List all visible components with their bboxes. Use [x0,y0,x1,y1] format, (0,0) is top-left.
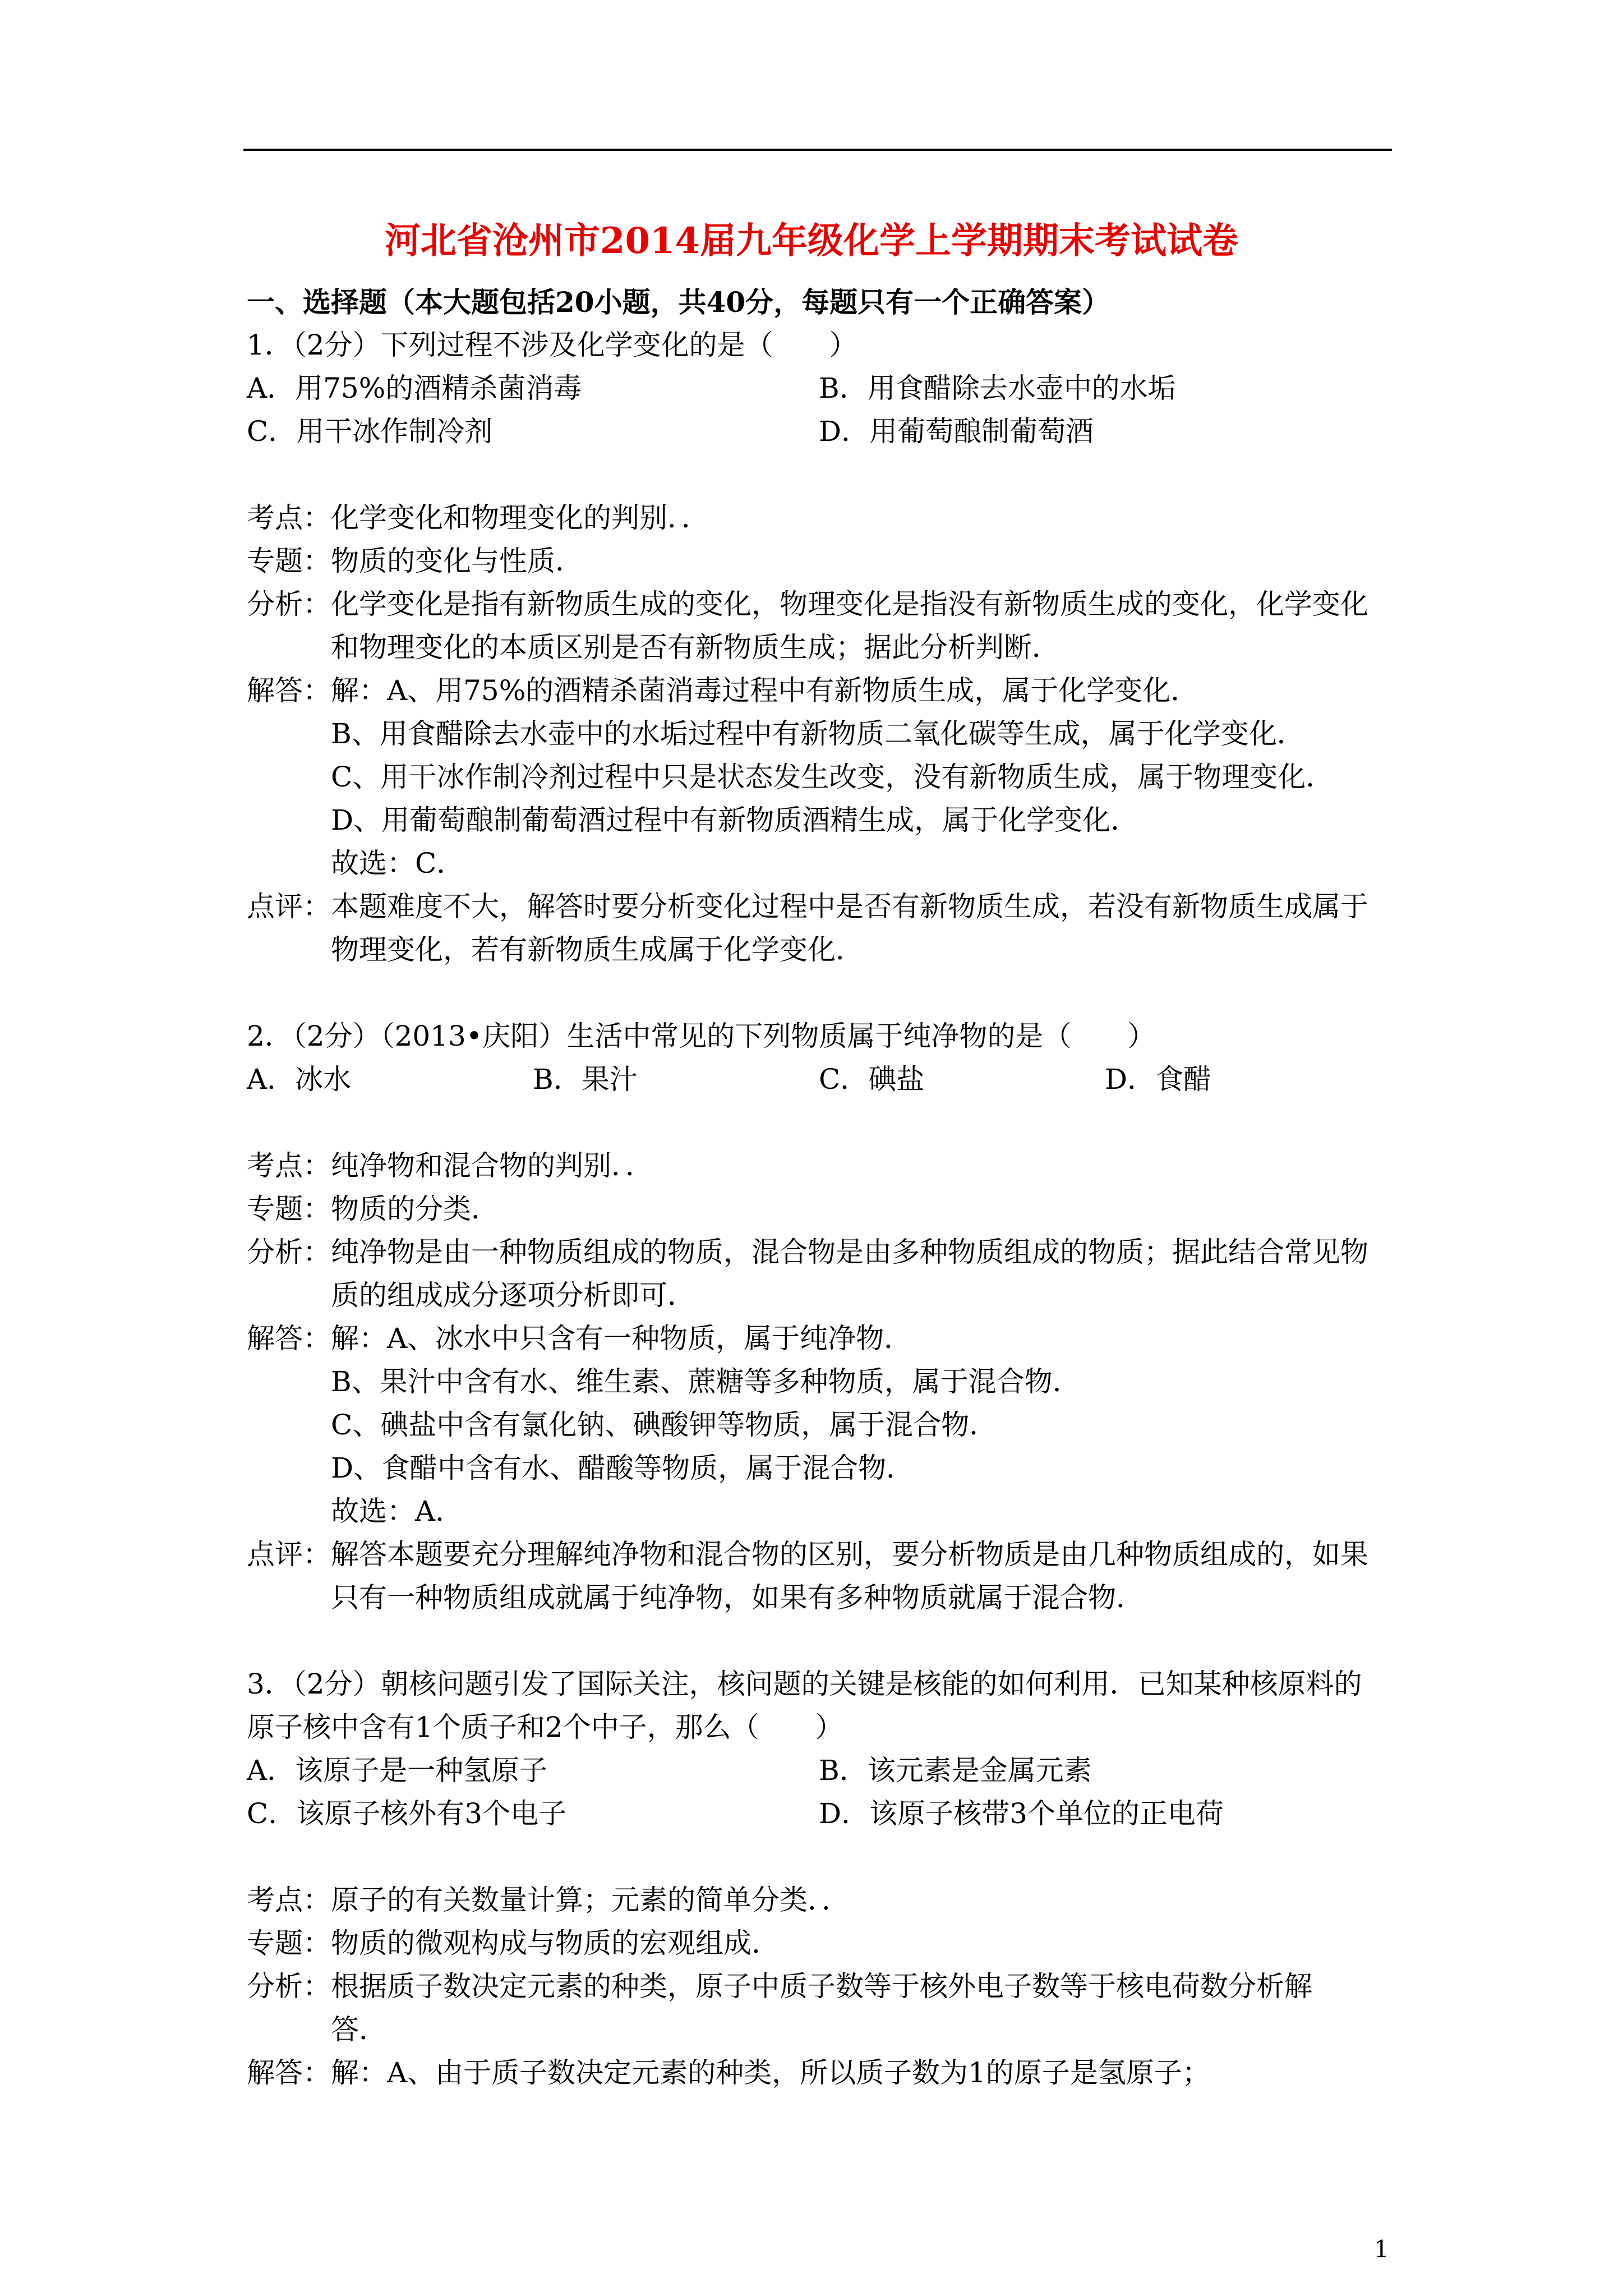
jieda-line-5: 故选：C． [331,847,465,880]
question-2 [247,1015,1402,1619]
question-1 [247,324,1402,972]
fenxi-line-1: 根据质子数决定元素的种类，原子中质子数等于核外电子数等于核电荷数分析解 [331,1970,1312,2003]
option-d: D．用葡萄酿制葡萄酒 [819,415,1094,448]
exam-content [247,280,1402,2095]
question-stem: 1．（2分）下列过程不涉及化学变化的是（ ） [247,329,857,361]
option-c: C．该原子核外有3个电子 [247,1797,567,1830]
question-stem: 2．（2分）（2013•庆阳）生活中常见的下列物质属于纯净物的是（ ） [247,1020,1156,1052]
kaodian-text: 原子的有关数量计算；元素的简单分类．． [331,1884,850,1916]
dianping-row [247,885,1402,928]
kaodian-text: 化学变化和物理变化的判别．． [331,501,709,534]
zhuanti-row [247,1922,1402,1965]
dianping-label: 点评： [247,1538,331,1571]
jieda-row [247,669,1402,712]
dianping-row [247,1533,1402,1576]
fenxi-row [247,1965,1402,2008]
zhuanti-row [247,540,1402,583]
jieda-row [247,1317,1402,1360]
jieda-line-5: 故选：A． [331,1495,464,1527]
dianping-line-2: 只有一种物质组成就属于纯净物，如果有多种物质就属于混合物． [331,1581,1144,1614]
zhuanti-label: 专题： [247,1927,331,1959]
kaodian-text: 纯净物和混合物的判别．． [331,1149,653,1182]
section-heading: 一、选择题（本大题包括20小题，共40分，每题只有一个正确答案） [247,286,1110,319]
kaodian-row [247,1879,1402,1922]
header-rule [243,149,1392,151]
option-b: B．用食醋除去水壶中的水垢 [819,372,1176,404]
question-options [247,1058,1402,1101]
jieda-line-1: 解：A、用75%的酒精杀菌消毒过程中有新物质生成，属于化学变化． [331,674,1199,707]
fenxi-line-2: 和物理变化的本质区别是否有新物质生成；据此分析判断． [331,631,1060,664]
zhuanti-text: 物质的变化与性质． [331,545,583,577]
jieda-label: 解答： [247,2056,331,2089]
option-a: A．用75%的酒精杀菌消毒 [247,372,582,404]
jieda-line-3: C、用干冰作制冷剂过程中只是状态发生改变，没有新物质生成，属于物理变化． [331,761,1334,793]
option-b: B．果汁 [533,1063,638,1096]
jieda-label: 解答： [247,1322,331,1355]
fenxi-label: 分析： [247,1236,331,1268]
page-number: 1 [1374,2235,1389,2263]
dianping-line-1: 本题难度不大，解答时要分析变化过程中是否有新物质生成，若没有新物质生成属于 [331,890,1368,923]
option-d: D．食醋 [1105,1063,1212,1096]
jieda-line-2: B、果汁中含有水、维生素、蔗糖等多种物质，属于混合物． [331,1365,1081,1398]
jieda-line-1: 解：A、由于质子数决定元素的种类，所以质子数为1的原子是氢原子； [331,2056,1210,2089]
option-b: B．该元素是金属元素 [819,1754,1092,1787]
kaodian-row [247,1144,1402,1188]
jieda-line-1: 解：A、冰水中只含有一种物质，属于纯净物． [331,1322,912,1355]
kaodian-row [247,496,1402,540]
zhuanti-label: 专题： [247,1193,331,1225]
option-a: A．冰水 [247,1063,352,1096]
jieda-line-4: D、用葡萄酿制葡萄酒过程中有新物质酒精生成，属于化学变化． [331,804,1139,836]
jieda-line-2: B、用食醋除去水壶中的水垢过程中有新物质二氧化碳等生成，属于化学变化． [331,717,1305,750]
jieda-line-4: D、食醋中含有水、醋酸等物质，属于混合物． [331,1452,915,1484]
dianping-label: 点评： [247,890,331,923]
question-stem-line-2: 原子核中含有1个质子和2个中子，那么（ ） [247,1711,843,1743]
zhuanti-label: 专题： [247,545,331,577]
zhuanti-text: 物质的微观构成与物质的宏观组成． [331,1927,780,1959]
jieda-label: 解答： [247,674,331,707]
question-stem-line-1: 3．（2分）朝核问题引发了国际关注，核问题的关键是核能的如何利用．已知某种核原料的 [247,1668,1362,1700]
question-options [247,367,1402,453]
kaodian-label: 考点： [247,1149,331,1182]
dianping-line-2: 物理变化，若有新物质生成属于化学变化． [331,933,864,966]
fenxi-label: 分析： [247,588,331,620]
jieda-row [247,2051,1402,2095]
zhuanti-row [247,1188,1402,1231]
fenxi-line-2: 答． [331,2013,387,2046]
fenxi-label: 分析： [247,1970,331,2003]
option-a: A．该原子是一种氢原子 [247,1754,548,1787]
dianping-line-1: 解答本题要充分理解纯净物和混合物的区别，要分析物质是由几种物质组成的，如果 [331,1538,1368,1571]
fenxi-line-2: 质的组成成分逐项分析即可． [331,1279,695,1312]
question-options [247,1749,1402,1835]
exam-title: 河北省沧州市2014届九年级化学上学期期末考试试卷 [384,220,1239,262]
option-c: C．用干冰作制冷剂 [247,415,493,448]
fenxi-row [247,1231,1402,1274]
jieda-line-3: C、碘盐中含有氯化钠、碘酸钾等物质，属于混合物． [331,1409,998,1441]
fenxi-row [247,583,1402,626]
kaodian-label: 考点： [247,501,331,534]
option-c: C．碘盐 [819,1063,925,1096]
fenxi-line-1: 纯净物是由一种物质组成的物质，混合物是由多种物质组成的物质；据此结合常见物 [331,1236,1368,1268]
zhuanti-text: 物质的分类． [331,1193,499,1225]
option-d: D．该原子核带3个单位的正电荷 [819,1797,1224,1830]
fenxi-line-1: 化学变化是指有新物质生成的变化，物理变化是指没有新物质生成的变化，化学变化 [331,588,1368,620]
kaodian-label: 考点： [247,1884,331,1916]
question-3 [247,1663,1402,2095]
